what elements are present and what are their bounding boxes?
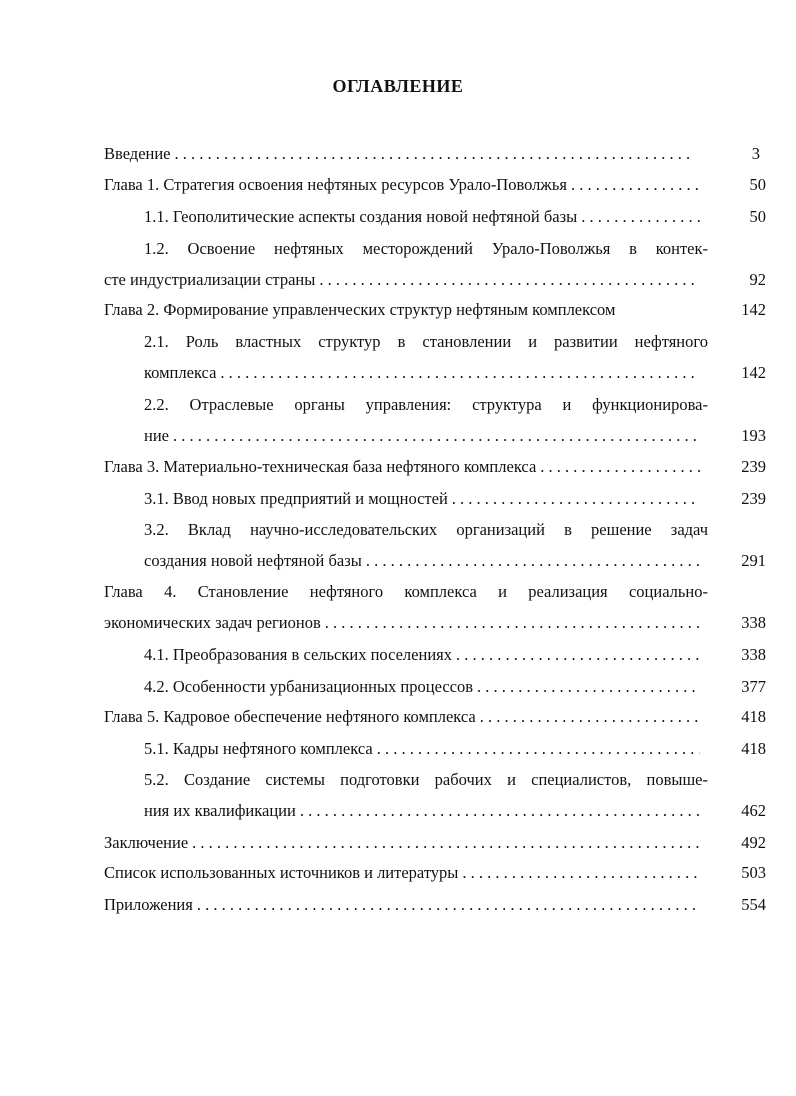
toc-entry-label: 5.1. Кадры нефтяного комплекса (144, 739, 373, 758)
dot-leader (366, 545, 700, 577)
toc-entry-label: 2.2. Отраслевые органы управления: структура и функционирова- (144, 395, 708, 414)
toc-entry-section-4-1[interactable] (144, 639, 766, 671)
toc-entry-label: Глава 5. Кадровое обеспечение нефтяного комплекса (104, 707, 476, 726)
toc-entry-label: 4.1. Преобразования в сельских поселениях (144, 645, 452, 664)
toc-page-number: 239 (741, 457, 766, 476)
toc-page-number: 418 (741, 739, 766, 758)
toc-page-number: 239 (741, 489, 766, 508)
toc-entry-section-2-1-continued[interactable] (144, 357, 766, 389)
toc-entry-label: ние (144, 426, 169, 445)
toc-entry-section-5-2[interactable] (144, 764, 708, 796)
toc-entry-label: комплекса (144, 363, 217, 382)
toc-entry-label: Введение (104, 144, 171, 163)
toc-page-number: 50 (749, 207, 766, 226)
toc-page-number: 50 (749, 175, 766, 194)
toc-entry-label: Заключение (104, 833, 189, 852)
dot-leader (197, 889, 700, 921)
toc-entry-label: 4.2. Особенности урбанизационных процессов (144, 677, 474, 696)
dot-leader (581, 201, 700, 233)
toc-page-number: 291 (741, 551, 766, 570)
page-title: ОГЛАВЛЕНИЕ (332, 76, 464, 96)
toc-entry-label: 3.2. Вклад научно-исследовательских организаций в решение задач (144, 520, 708, 539)
toc-entry-bibliography[interactable] (104, 857, 766, 889)
toc-page-number: 492 (741, 833, 766, 852)
toc-entry-section-5-2-continued[interactable] (144, 795, 766, 827)
toc-entry-label: ния их квалификации (144, 801, 296, 820)
dot-leader (377, 733, 700, 765)
toc-page-number: 193 (741, 426, 766, 445)
toc-entry-section-4-2[interactable] (144, 671, 766, 703)
dot-leader (540, 451, 700, 483)
dot-leader (456, 639, 700, 671)
toc-entry-label: Приложения (104, 895, 193, 914)
toc-entry-chapter-4[interactable] (104, 576, 708, 608)
dot-leader (325, 607, 700, 639)
toc-entry-chapter-2[interactable] (104, 294, 766, 326)
toc-entry-section-2-2[interactable] (144, 389, 708, 421)
toc-entry-label: Глава 2. Формирование управленческих структур нефтяным комплексом (104, 300, 616, 319)
toc-page-number: 142 (741, 363, 766, 382)
toc-entry-section-3-2[interactable] (144, 514, 708, 546)
dot-leader (480, 701, 700, 733)
dot-leader (319, 264, 700, 296)
toc-entry-label: 3.1. Ввод новых предприятий и мощностей (144, 489, 448, 508)
dot-leader (477, 671, 700, 703)
toc-entry-section-1-2[interactable] (144, 233, 708, 265)
dot-leader (462, 857, 700, 889)
toc-entry-label: Глава 1. Стратегия освоения нефтяных ресурсов Урало-Поволжья (104, 175, 567, 194)
toc-entry-label: сте индустриализации страны (104, 270, 316, 289)
toc-entry-appendices[interactable] (104, 889, 766, 921)
dot-leader (300, 795, 700, 827)
toc-entry-section-2-2-continued[interactable] (144, 420, 766, 452)
toc-entry-label: Глава 4. Становление нефтяного комплекса и реализация социально- (104, 582, 708, 601)
toc-entry-chapter-3[interactable] (104, 451, 766, 483)
dot-leader (175, 138, 694, 170)
toc-entry-label: Глава 3. Материально-техническая база нефтяного комплекса (104, 457, 537, 476)
toc-entry-section-3-1[interactable] (144, 483, 766, 515)
toc-entry-conclusion[interactable] (104, 827, 766, 859)
toc-page-number: 503 (741, 863, 766, 882)
toc-page-number: 377 (741, 677, 766, 696)
dot-leader (571, 169, 700, 201)
toc-entry-chapter-4-continued[interactable] (104, 607, 766, 639)
toc-entry-label: 1.2. Освоение нефтяных месторождений Урало-Поволжья в контек- (144, 239, 708, 258)
toc-page-number: 142 (741, 300, 766, 319)
toc-page-number: 462 (741, 801, 766, 820)
toc-page-number: 3 (751, 144, 760, 163)
dot-leader (452, 483, 700, 515)
toc-entry-chapter-5[interactable] (104, 701, 766, 733)
toc-page-number: 554 (741, 895, 766, 914)
toc-page-number: 338 (741, 645, 766, 664)
toc-page-number: 92 (749, 270, 766, 289)
toc-entry-section-2-1[interactable] (144, 326, 708, 358)
toc-entry-section-1-1[interactable] (144, 201, 766, 233)
toc-entry-label: экономических задач регионов (104, 613, 321, 632)
toc-entry-section-5-1[interactable] (144, 733, 766, 765)
toc-page-number: 338 (741, 613, 766, 632)
dot-leader (220, 357, 700, 389)
toc-entry-label: 2.1. Роль властных структур в становлении и развитии нефтяного (144, 332, 708, 351)
toc-page-number: 418 (741, 707, 766, 726)
dot-leader (192, 827, 700, 859)
toc-entry-label: создания новой нефтяной базы (144, 551, 362, 570)
toc-entry-section-1-2-continued[interactable] (104, 264, 766, 296)
toc-entry-label: 5.2. Создание системы подготовки рабочих и специалистов, повыше- (144, 770, 708, 789)
toc-entry-chapter-1[interactable] (104, 169, 766, 201)
toc-entry-introduction[interactable] (104, 138, 760, 170)
dot-leader (173, 420, 700, 452)
toc-entry-section-3-2-continued[interactable] (144, 545, 766, 577)
toc-entry-label: Список использованных источников и литературы (104, 863, 459, 882)
toc-entry-label: 1.1. Геополитические аспекты создания новой нефтяной базы (144, 207, 578, 226)
